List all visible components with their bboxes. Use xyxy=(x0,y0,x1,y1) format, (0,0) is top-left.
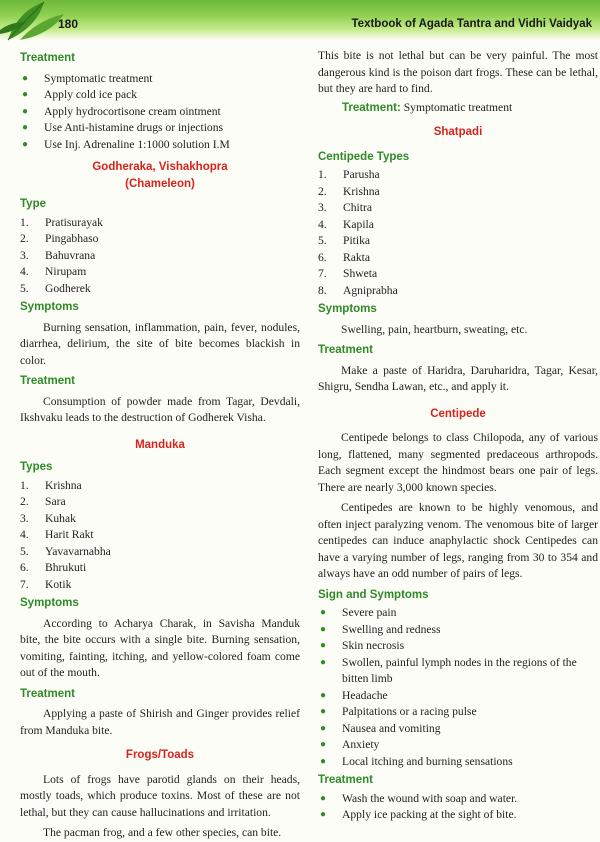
godheraka-treatment-text: Consumption of powder made from Tagar, Devdali, Ikshvaku leads to the destruction of Godherek Visha. xyxy=(20,394,300,424)
list-item: 1. Krishna xyxy=(20,478,82,492)
shatpadi-symptoms-text: Swelling, pain, heartburn, sweating, etc. xyxy=(341,322,528,336)
heading-centipede-types: Centipede Types xyxy=(318,150,410,163)
list-item: 7. Kotik xyxy=(20,577,72,591)
list-item: ● Severe pain xyxy=(318,605,598,622)
treatment-label: Treatment: xyxy=(342,101,401,114)
manduka-symptoms-text: According to Acharya Charak, in Savisha Manduk bite, the bite occurs with a single bite. Burning sensation, vomiting, fainting, itching, and yellow-colored foam come out of the mouth. xyxy=(20,616,300,679)
list-item: ● Apply cold ice pack xyxy=(20,87,300,104)
bullet-icon: ● xyxy=(320,755,327,767)
centipede-signs-list xyxy=(318,605,598,770)
heading-types: Types xyxy=(20,461,53,473)
bullet-icon: ● xyxy=(320,809,327,820)
list-item: ● Apply ice packing at the sight of bite. xyxy=(318,807,598,824)
heading-type: Type xyxy=(20,198,46,210)
bullet-icon: ● xyxy=(320,792,327,804)
list-item: 5. Yavavarnabha xyxy=(20,544,111,558)
list-item: ● Use Anti-histamine drugs or injections xyxy=(20,120,300,137)
list-item: 7. Shweta xyxy=(318,267,378,280)
list-item: 4. Nirupam xyxy=(20,265,87,278)
section-title-godheraka: Godheraka, Vishakhopra (Chameleon) xyxy=(92,161,228,190)
list-item: 1. Pratisurayak xyxy=(20,215,103,229)
centipede-treatment-list xyxy=(318,791,598,824)
list-item: ● Headache xyxy=(318,688,598,705)
heading-treatment: Treatment xyxy=(20,687,75,700)
bullet-icon: ● xyxy=(320,689,327,701)
centipede-paragraph-2: Centipedes are known to be highly venomous, and often inject paralyzing venom. The venomous bite of larger centipedes can induce anaphylactic shock Centipedes can have a varying number of legs, ranging from 30 to 354 and always have an odd number of pairs of legs. xyxy=(318,501,598,580)
treatment-list xyxy=(20,71,300,154)
heading-symptoms: Symptoms xyxy=(20,597,79,609)
list-item: 2. Sara xyxy=(20,495,66,508)
heading-symptoms: Symptoms xyxy=(318,303,377,315)
list-item: ● Wash the wound with soap and water. xyxy=(318,791,598,808)
list-item: 1. Parusha xyxy=(318,168,380,181)
list-item: 5. Godherek xyxy=(20,281,91,295)
heading-sign-and-symptoms: Sign and Symptoms xyxy=(318,588,429,601)
list-item: 6. Rakta xyxy=(318,250,371,264)
list-item: ● Local itching and burning sensations xyxy=(318,754,598,771)
list-item: ● Skin necrosis xyxy=(318,638,598,655)
list-item: ● Swollen, painful lymph nodes in the regions of the bitten limb xyxy=(320,655,577,685)
left-column xyxy=(20,48,300,842)
book-title: Textbook of Agada Tantra and Vidhi Vaidyak xyxy=(351,18,592,30)
list-item: 3. Bahuvrana xyxy=(20,248,96,262)
bullet-icon: ● xyxy=(320,640,327,651)
list-item: 6. Bhrukuti xyxy=(20,561,87,574)
heading-treatment: Treatment xyxy=(318,344,373,356)
manduka-treatment-text: Applying a paste of Shirish and Ginger provides relief from Manduka bite. xyxy=(20,707,300,737)
frogs-continued-text: This bite is not lethal but can be very painful. The most dangerous kind is the poison dart frogs. These can be lethal, but they are hard to find. xyxy=(318,49,598,95)
bullet-icon: ● xyxy=(22,72,29,84)
bullet-icon: ● xyxy=(22,105,29,117)
section-title-centipede: Centipede xyxy=(430,407,486,420)
list-item: 4. Kapila xyxy=(318,217,374,231)
treatment-value: Symptomatic treatment xyxy=(403,100,513,114)
list-item: ● Swelling and redness xyxy=(318,622,598,639)
list-item: ● Symptomatic treatment xyxy=(20,71,300,88)
list-item: 2. Krishna xyxy=(318,184,380,198)
list-item: 4. Harit Rakt xyxy=(20,528,94,541)
section-title-shatpadi: Shatpadi xyxy=(433,126,483,138)
list-item: ● Nausea and vomiting xyxy=(318,721,598,738)
list-item: ● Palpitations or a racing pulse xyxy=(318,704,598,721)
heading-treatment: Treatment xyxy=(20,52,75,64)
centipede-paragraph-1: Centipede belongs to class Chilopoda, any of various long, flattened, many segmented predaceous arthropods. Each segment except the hindmost bears one pair of legs. There are nearly 3,000 known species. xyxy=(318,431,598,494)
heading-treatment: Treatment xyxy=(318,774,373,786)
list-item: 8. Agniprabha xyxy=(318,283,398,297)
list-item: 2. Pingabhaso xyxy=(20,232,99,245)
list-item: ● Apply hydrocortisone cream ointment xyxy=(20,104,300,121)
heading-treatment: Treatment xyxy=(20,375,75,387)
page-number: 180 xyxy=(58,17,79,31)
bullet-icon: ● xyxy=(320,739,327,750)
bullet-icon: ● xyxy=(320,706,327,717)
frogs-treatment-line xyxy=(318,100,598,117)
heading-symptoms: Symptoms xyxy=(20,301,79,313)
list-item: ● Use Inj. Adrenaline 1:1000 solution I.M xyxy=(20,137,300,154)
page-header xyxy=(0,0,600,40)
frogs-paragraph-1: Lots of frogs have parotid glands on their heads, mostly toads, which produce toxins. Most of these are not lethal, but they can cause hallucinations and irritation. xyxy=(20,772,300,819)
section-title-frogs: Frogs/Toads xyxy=(125,749,195,761)
bullet-icon: ● xyxy=(320,623,327,635)
shatpadi-treatment-text: Make a paste of Haridra, Daruharidra, Tagar, Kesar, Shigru, Sendha Lawan, etc., and apply it. xyxy=(318,363,598,393)
centipede-types-list xyxy=(318,167,598,299)
frogs-paragraph-2: The pacman frog, and a few other species, can bite. xyxy=(43,826,282,839)
bullet-icon: ● xyxy=(320,722,327,734)
list-item: 3. Kuhak xyxy=(20,511,76,525)
manduka-types-list xyxy=(20,478,300,594)
bullet-icon: ● xyxy=(22,89,29,100)
list-item: ● Anxiety xyxy=(318,737,598,754)
godheraka-types-list xyxy=(20,215,300,298)
bullet-icon: ● xyxy=(320,607,327,618)
list-item: 3. Chitra xyxy=(318,201,372,214)
bullet-icon: ● xyxy=(22,138,29,150)
right-column xyxy=(318,48,598,824)
section-title-manduka: Manduka xyxy=(135,438,185,451)
bullet-icon: ● xyxy=(22,122,29,133)
bullet-icon: ● xyxy=(320,656,327,668)
godheraka-symptoms-text: Burning sensation, inflammation, pain, fever, nodules, diarrhea, delirium, the site of bite becomes blackish in color. xyxy=(20,320,300,367)
list-item: 5. Pitika xyxy=(318,234,371,247)
